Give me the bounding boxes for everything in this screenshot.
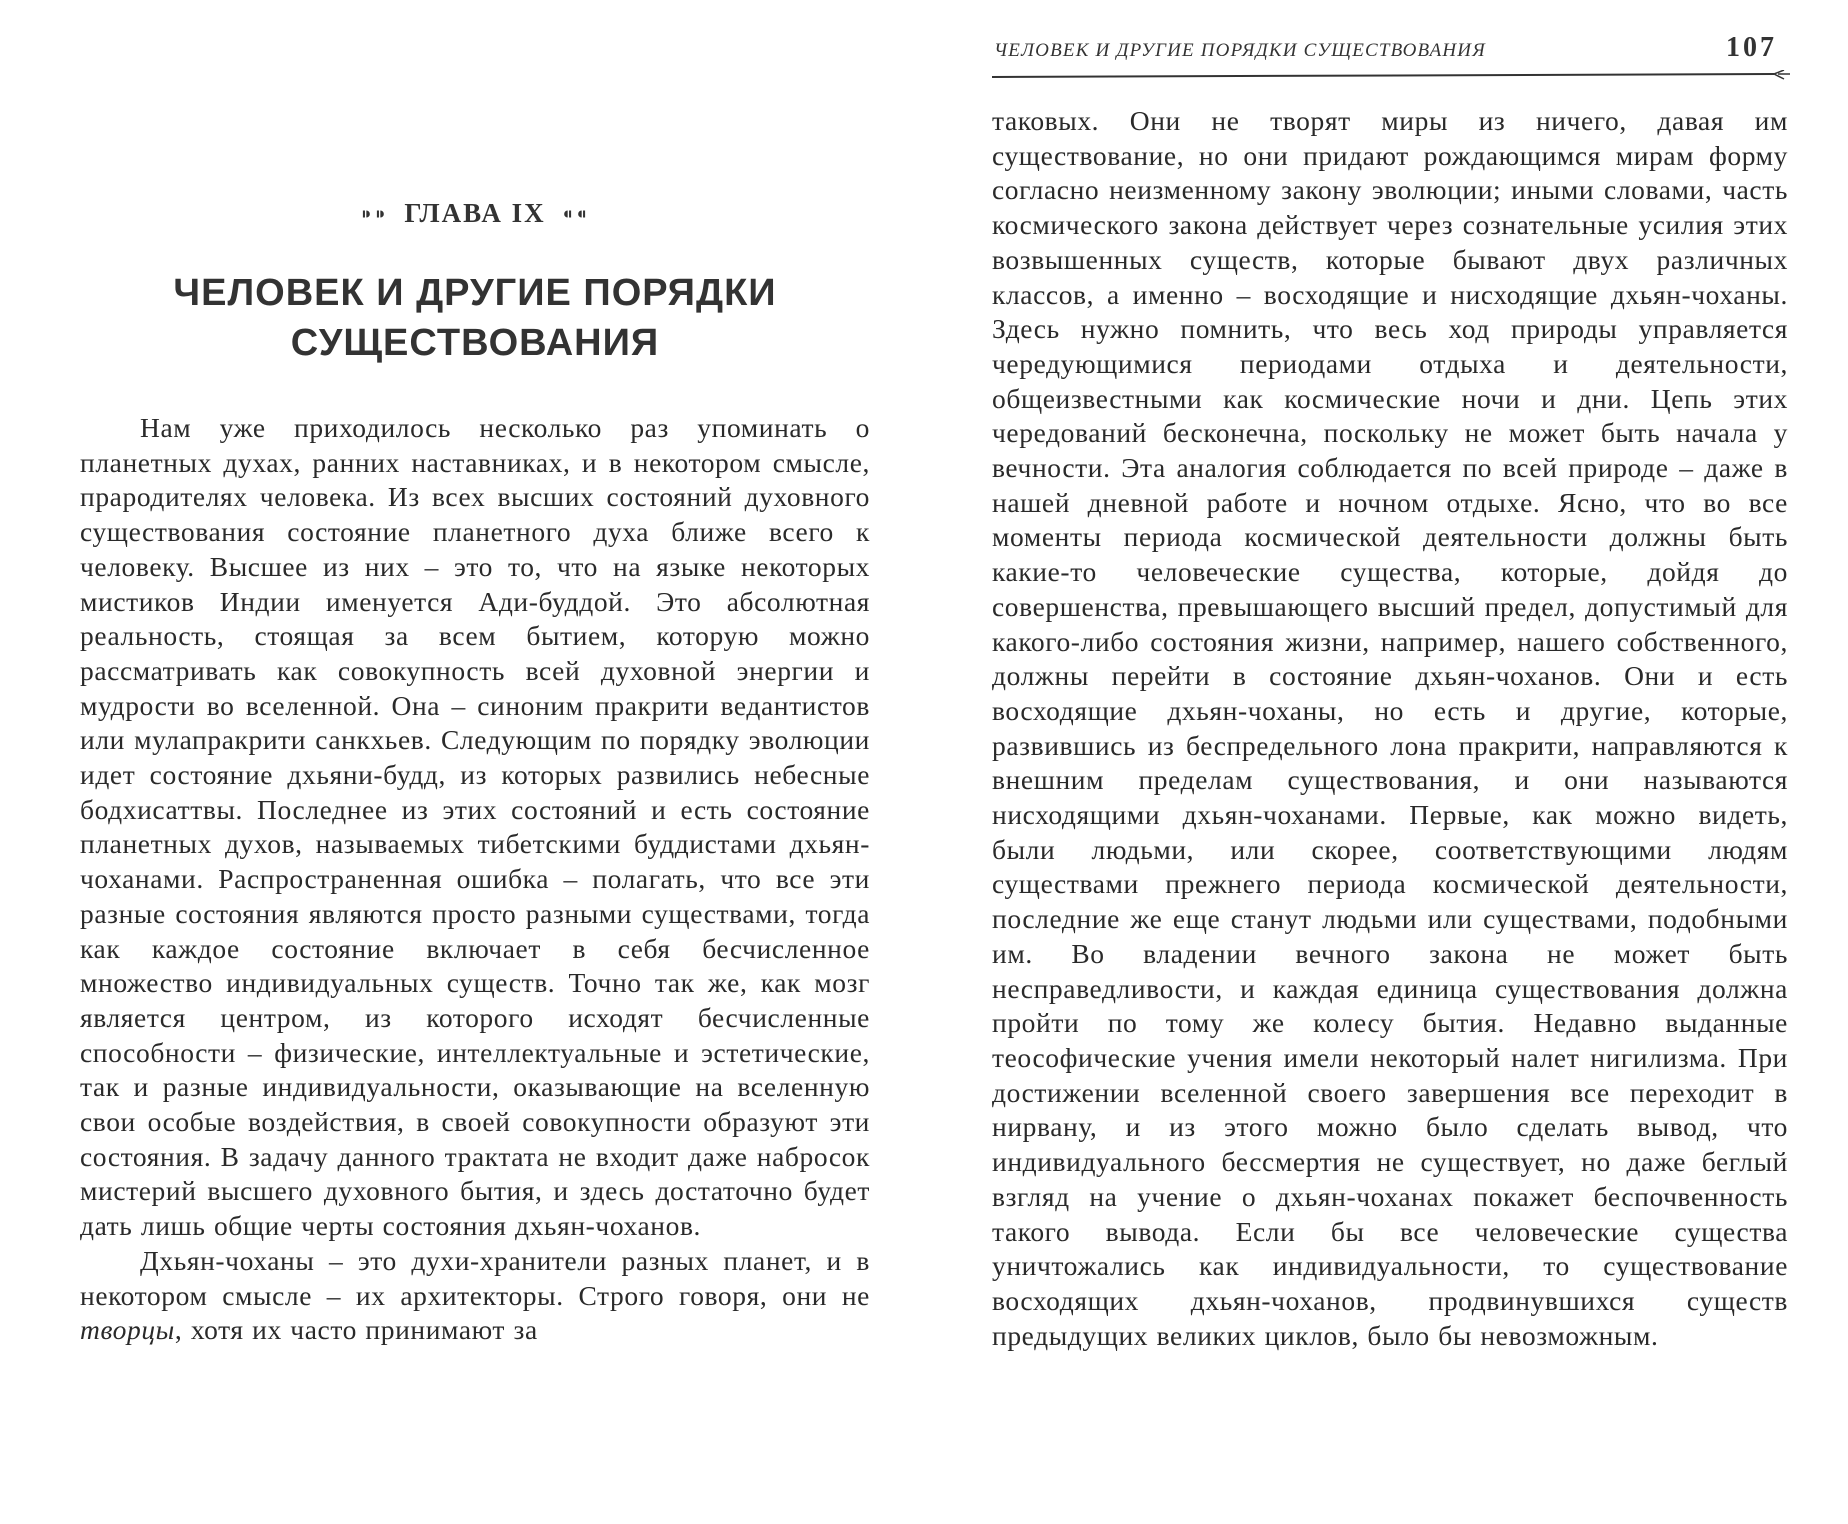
- chapter-title-line-1: ЧЕЛОВЕК И ДРУГИЕ ПОРЯДКИ: [173, 272, 777, 314]
- paragraph-1: Нам уже приходилось несколько раз упоминать о планетных духах, ранних наставниках, и в некотором смысле, прародителях человека. Из всех высших состояний духовного существования состояние планетного духа ближе всего к человеку. Высшее из них – это то, что на языке некоторых мистиков Индии именуется Ади-буддой. Это абсолютная реальность, стоящая за всем бытием, которую можно рассматривать как совокупность всей духовной энергии и мудрости во вселенной. Она – синоним пракрити ведантистов или мулапракрити санкхьев. Следующим по порядку эволюции идет состояние дхьяни-будд, из которых развились небесные бодхисаттвы. Последнее из этих состояний и есть состояние планетных духов, называемых тибетскими буддистами дхьян-чоханами. Распространенная ошибка – полагать, что все эти разные состояния являются просто разными существами, тогда как каждое состояние включает в себя бесчисленное множество индивидуальных существ. Точно так же, как мозг является центром, из которого исходят бесчисленные способности – физические, интеллектуальные и эстетические, так и разные индивидуальности, оказывающие на вселенную свои особые воздействия, в своей совокупности образуют эти состояния. В задачу данного трактата не входит даже набросок мистерий высшего духовного бытия, и здесь достаточно будет дать лишь общие черты состояния дхьян-чоханов.: [80, 412, 870, 1242]
- right-body-text: [992, 104, 1788, 1353]
- paragraph-continued: таковых. Они не творят миры из ничего, давая им существование, но они придают рождающимся мирам форму согласно неизменному закону эволюции; иными словами, часть космического закона действует через сознательные усилия этих возвышенных существ, которые бывают двух различных классов, а именно – восходящие и нисходящие дхьян-чоханы. Здесь нужно помнить, что весь ход природы управляется чередующимися периодами отдыха и деятельности, общеизвестными как космические ночи и дни. Цепь этих чередований бесконечна, поскольку не может быть начала у вечности. Эта аналогия соблюдается по всей природе – даже в нашей дневной работе и ночном отдыхе. Ясно, что во все моменты периода космической деятельности должны быть какие-то человеческие существа, которые, дойдя до совершенства, превышающего высший предел, допустимый для какого-либо состояния жизни, например, нашего собственного, должны перейти в состояние дхьян-чоханов. Они и есть восходящие дхьян-чоханы, но есть и другие, которые, развившись из беспредельного лона пракрити, направляются к внешним пределам существования, и они называются нисходящими дхьян-чоханами. Первые, как можно видеть, были людьми, или скорее, соответствующими людям существами прежнего периода космической деятельности, последние же еще станут людьми или существами, подобными им. Во владении вечного закона не может быть несправедливости, и каждая единица существования должна пройти по тому же колесу бытия. Недавно выданные теософические учения имели некоторый налет нигилизма. При достижении вселенной своего завершения все переходит в нирвану, и из этого можно было сделать вывод, что индивидуального бессмертия не существует, но даже беглый взгляд на учение о дхьян-чоханах покажет беспочвенность такого вывода. Если бы все человеческие существа уничтожались как индивидуальности, то существование восходящих дхьян-чоханов, продвинувшихся существ предыдущих великих циклов, было бы невозможным.: [992, 105, 1788, 1351]
- chapter-title-line-2: СУЩЕСТВОВАНИЯ: [290, 322, 660, 364]
- left-body-text: [80, 411, 870, 1348]
- header-rule: [992, 70, 1792, 84]
- page-number: 107: [1726, 32, 1777, 63]
- ornament-left-icon: ⁍⁍: [360, 203, 389, 230]
- chapter-title: [80, 268, 870, 368]
- chapter-label: [80, 198, 870, 230]
- right-page: [924, 0, 1848, 1524]
- paragraph-2: [80, 1244, 870, 1348]
- italic-term: творцы: [80, 1314, 175, 1346]
- paragraph-2-start: Дхьян-чоханы – это духи-хранители разных планет, и в некотором смысле – их архитекторы. Строго говоря, они не: [80, 1244, 870, 1311]
- paragraph-2-end: , хотя их часто принимают за: [174, 1314, 538, 1346]
- ornament-right-icon: ⁌⁌: [561, 203, 590, 230]
- header-rule-flourish-icon: [1774, 70, 1790, 79]
- header-rule-line: [992, 74, 1774, 77]
- running-head: ЧЕЛОВЕК И ДРУГИЕ ПОРЯДКИ СУЩЕСТВОВАНИЯ: [994, 40, 1486, 61]
- chapter-number: ГЛАВА IX: [404, 198, 546, 228]
